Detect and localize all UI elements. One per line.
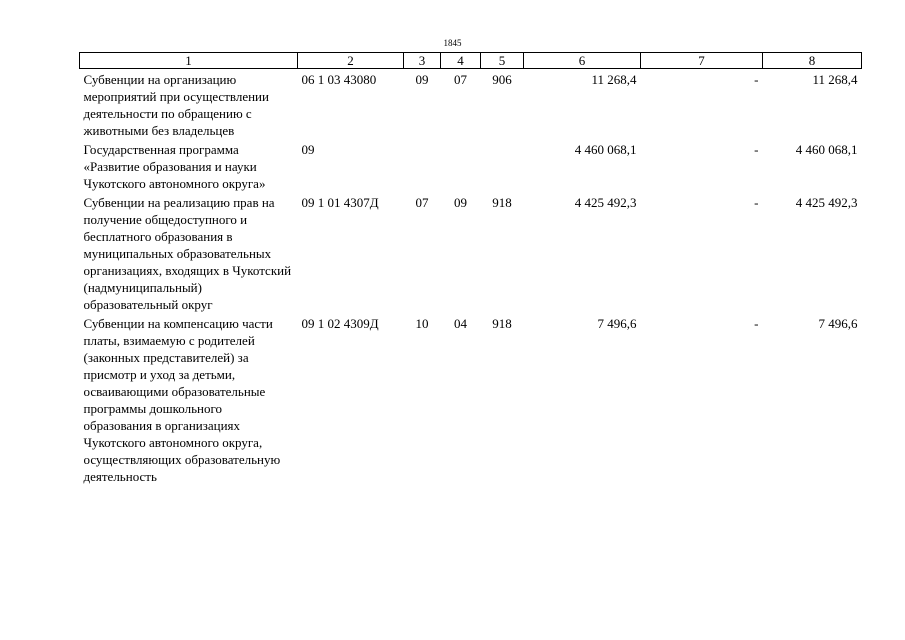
row-csr-cell: 09 1 02 4309Д [301,316,379,331]
row-section-cell: 07 [415,195,429,210]
row-subsection-cell: 04 [454,316,467,331]
row-subsection-cell: 09 [454,195,467,210]
budget-table [79,52,862,485]
column-header-2: 2 [298,53,404,69]
row-total-cell: 4 460 068,1 [795,142,858,157]
column-header-7: 7 [641,53,763,69]
row-csr-cell: 09 1 01 4307Д [301,195,379,210]
row-csr-cell: 09 [301,142,315,157]
row-subsection-cell [441,139,481,192]
row-change-cell: - [754,72,759,87]
column-header-8: 8 [763,53,862,69]
row-section-cell: 09 [415,72,429,87]
page-number: 1845 [443,38,462,48]
row-total-cell: 4 425 492,3 [795,195,858,210]
row-amount-cell: 7 496,6 [597,316,637,331]
row-grbs-cell: 918 [492,316,512,331]
row-total-cell: 11 268,4 [812,72,858,87]
row-total-cell: 7 496,6 [818,316,858,331]
row-name-cell: Государственная программа «Развитие образования и науки Чукотского автономного округа» [83,142,266,191]
table-header-row [80,53,862,69]
column-header-6: 6 [524,53,641,69]
row-amount-cell: 4 460 068,1 [574,142,637,157]
table-row [80,192,862,313]
row-amount-cell: 11 268,4 [591,72,637,87]
row-grbs-cell [481,139,524,192]
row-grbs-cell: 906 [492,72,512,87]
row-change-cell: - [754,316,759,331]
row-change-cell: - [754,195,759,210]
row-section-cell: 10 [415,316,429,331]
column-header-4: 4 [441,53,481,69]
row-csr-cell: 06 1 03 43080 [301,72,377,87]
row-grbs-cell: 918 [492,195,512,210]
row-section-cell [404,139,441,192]
row-change-cell: - [754,142,759,157]
table-row [80,139,862,192]
column-header-3: 3 [404,53,441,69]
row-name-cell: Субвенции на реализацию прав на получение общедоступного и бесплатного образования в муниципальных образовательных организациях, входящих в Чукотский (надмуниципальный) образовательный округ [83,195,292,312]
column-header-5: 5 [481,53,524,69]
table-row [80,313,862,485]
row-name-cell: Субвенции на компенсацию части платы, взимаемую с родителей (законных представителей) за присмотр и уход за детьми, осваивающими образовательные программы дошкольного образования в организациях Чукотского автономного округа, осуществляющих образовательную деятельность [83,316,281,484]
row-subsection-cell: 07 [454,72,467,87]
table-row [80,69,862,140]
row-amount-cell: 4 425 492,3 [574,195,637,210]
column-header-1: 1 [80,53,298,69]
row-name-cell: Субвенции на организацию мероприятий при осуществлении деятельности по обращению с животными без владельцев [83,72,269,138]
